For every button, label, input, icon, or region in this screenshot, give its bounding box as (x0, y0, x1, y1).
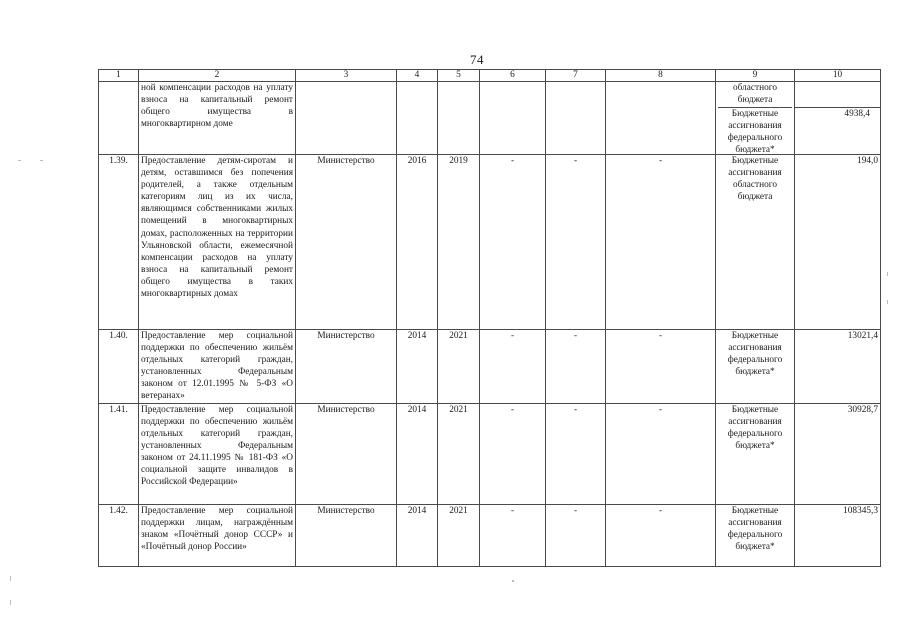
end-year: 2021 (438, 330, 480, 404)
start-year: 2016 (397, 155, 438, 330)
column-8-value: - (606, 403, 716, 504)
column-6-value: - (480, 504, 546, 566)
amount-value: 30928,7 (795, 403, 881, 504)
page-number: 74 (470, 52, 484, 67)
start-year: 2014 (397, 330, 438, 404)
column-number-4: 4 (397, 70, 438, 82)
row-number: 1.39. (99, 155, 139, 330)
amount-value: 13021,4 (795, 330, 881, 404)
continued-row (99, 82, 881, 155)
column-8-value: - (606, 155, 716, 330)
column-number-3: 3 (296, 70, 397, 82)
row-number: 1.42. (99, 504, 139, 566)
column-number-6: 6 (480, 70, 546, 82)
scan-speck (887, 300, 888, 304)
responsible-body: Министерство (296, 504, 397, 566)
column-7-value: - (546, 330, 606, 404)
measure-text: Предоставление мер социальной поддержки лицам, награждённым знаком «Почётный донор СССР» и «Почётный донор России» (139, 504, 296, 566)
responsible-body: Министерство (296, 330, 397, 404)
column-8-value: - (606, 330, 716, 404)
responsible-body: Министерство (296, 155, 397, 330)
column-number-5: 5 (438, 70, 480, 82)
measure-text: Предоставление детям-сиротам и детям, оставшимся без попечения родителей, а также отдельным категориям лиц из их числа, являющимся собственниками жилых помещений в многоквартирных домах, расположенных на территории Ульяновской области, ежемесячной компенсации расходов на уплату взноса на капитальный ремонт общего имущества в таких многоквартирных домах (139, 155, 296, 330)
scan-speck (887, 272, 888, 276)
column-number-header-row (99, 70, 881, 82)
measure-text: Предоставление мер социальной поддержки по обеспечению жильём отдельных категорий граждан, установленных Федеральным законом от 24.11.1995 № 181-ФЗ «О социальной защите инвалидов в Российской Федерации» (139, 403, 296, 504)
start-year: 2014 (397, 403, 438, 504)
funding-source-bottom: Бюджетные ассигнования федерального бюджета* (718, 107, 792, 154)
row-number: 1.40. (99, 330, 139, 404)
measure-text: ной компенсации расходов на уплату взноса на капитальный ремонт общего имущества в многоквартирном доме (139, 82, 296, 155)
column-number-7: 7 (546, 70, 606, 82)
column-number-2: 2 (139, 70, 296, 82)
column-8-value: - (606, 504, 716, 566)
scan-speck (40, 160, 43, 161)
scan-speck (512, 580, 514, 582)
amount-value: 4938,4 (795, 107, 880, 154)
column-6-value: - (480, 330, 546, 404)
column-7-value: - (546, 155, 606, 330)
column-7-value: - (546, 504, 606, 566)
funding-source: Бюджетные ассигнования федерального бюджета* (716, 330, 795, 404)
end-year: 2019 (438, 155, 480, 330)
end-year: 2021 (438, 403, 480, 504)
table-row (99, 330, 881, 404)
column-number-10: 10 (795, 70, 881, 82)
start-year: 2014 (397, 504, 438, 566)
amount-cell (795, 82, 881, 155)
amount-value: 108345,3 (795, 504, 881, 566)
row-number-cell (99, 82, 139, 155)
column-number-9: 9 (716, 70, 795, 82)
column-7-value: - (546, 403, 606, 504)
scan-speck (18, 160, 21, 161)
funding-source: Бюджетные ассигнования федерального бюджета* (716, 504, 795, 566)
scan-speck (10, 600, 11, 605)
column-number-8: 8 (606, 70, 716, 82)
measure-text: Предоставление мер социальной поддержки по обеспечению жильём отдельных категорий граждан, установленных Федеральным законом от 12.01.1995 № 5-ФЗ «О ветеранах» (139, 330, 296, 404)
funding-source: Бюджетные ассигнования областного бюджета (716, 155, 795, 330)
end-year: 2021 (438, 504, 480, 566)
column-6-value: - (480, 403, 546, 504)
table-row (99, 155, 881, 330)
funding-source-cell (716, 82, 795, 155)
program-table (98, 69, 881, 567)
table-row (99, 504, 881, 566)
column-6-value: - (480, 155, 546, 330)
scan-speck (10, 576, 11, 581)
column-number-1: 1 (99, 70, 139, 82)
row-number: 1.41. (99, 403, 139, 504)
responsible-body: Министерство (296, 403, 397, 504)
funding-source: Бюджетные ассигнования федерального бюджета* (716, 403, 795, 504)
table-row (99, 403, 881, 504)
funding-source-top: областного бюджета (733, 83, 777, 106)
amount-value: 194,0 (795, 155, 881, 330)
